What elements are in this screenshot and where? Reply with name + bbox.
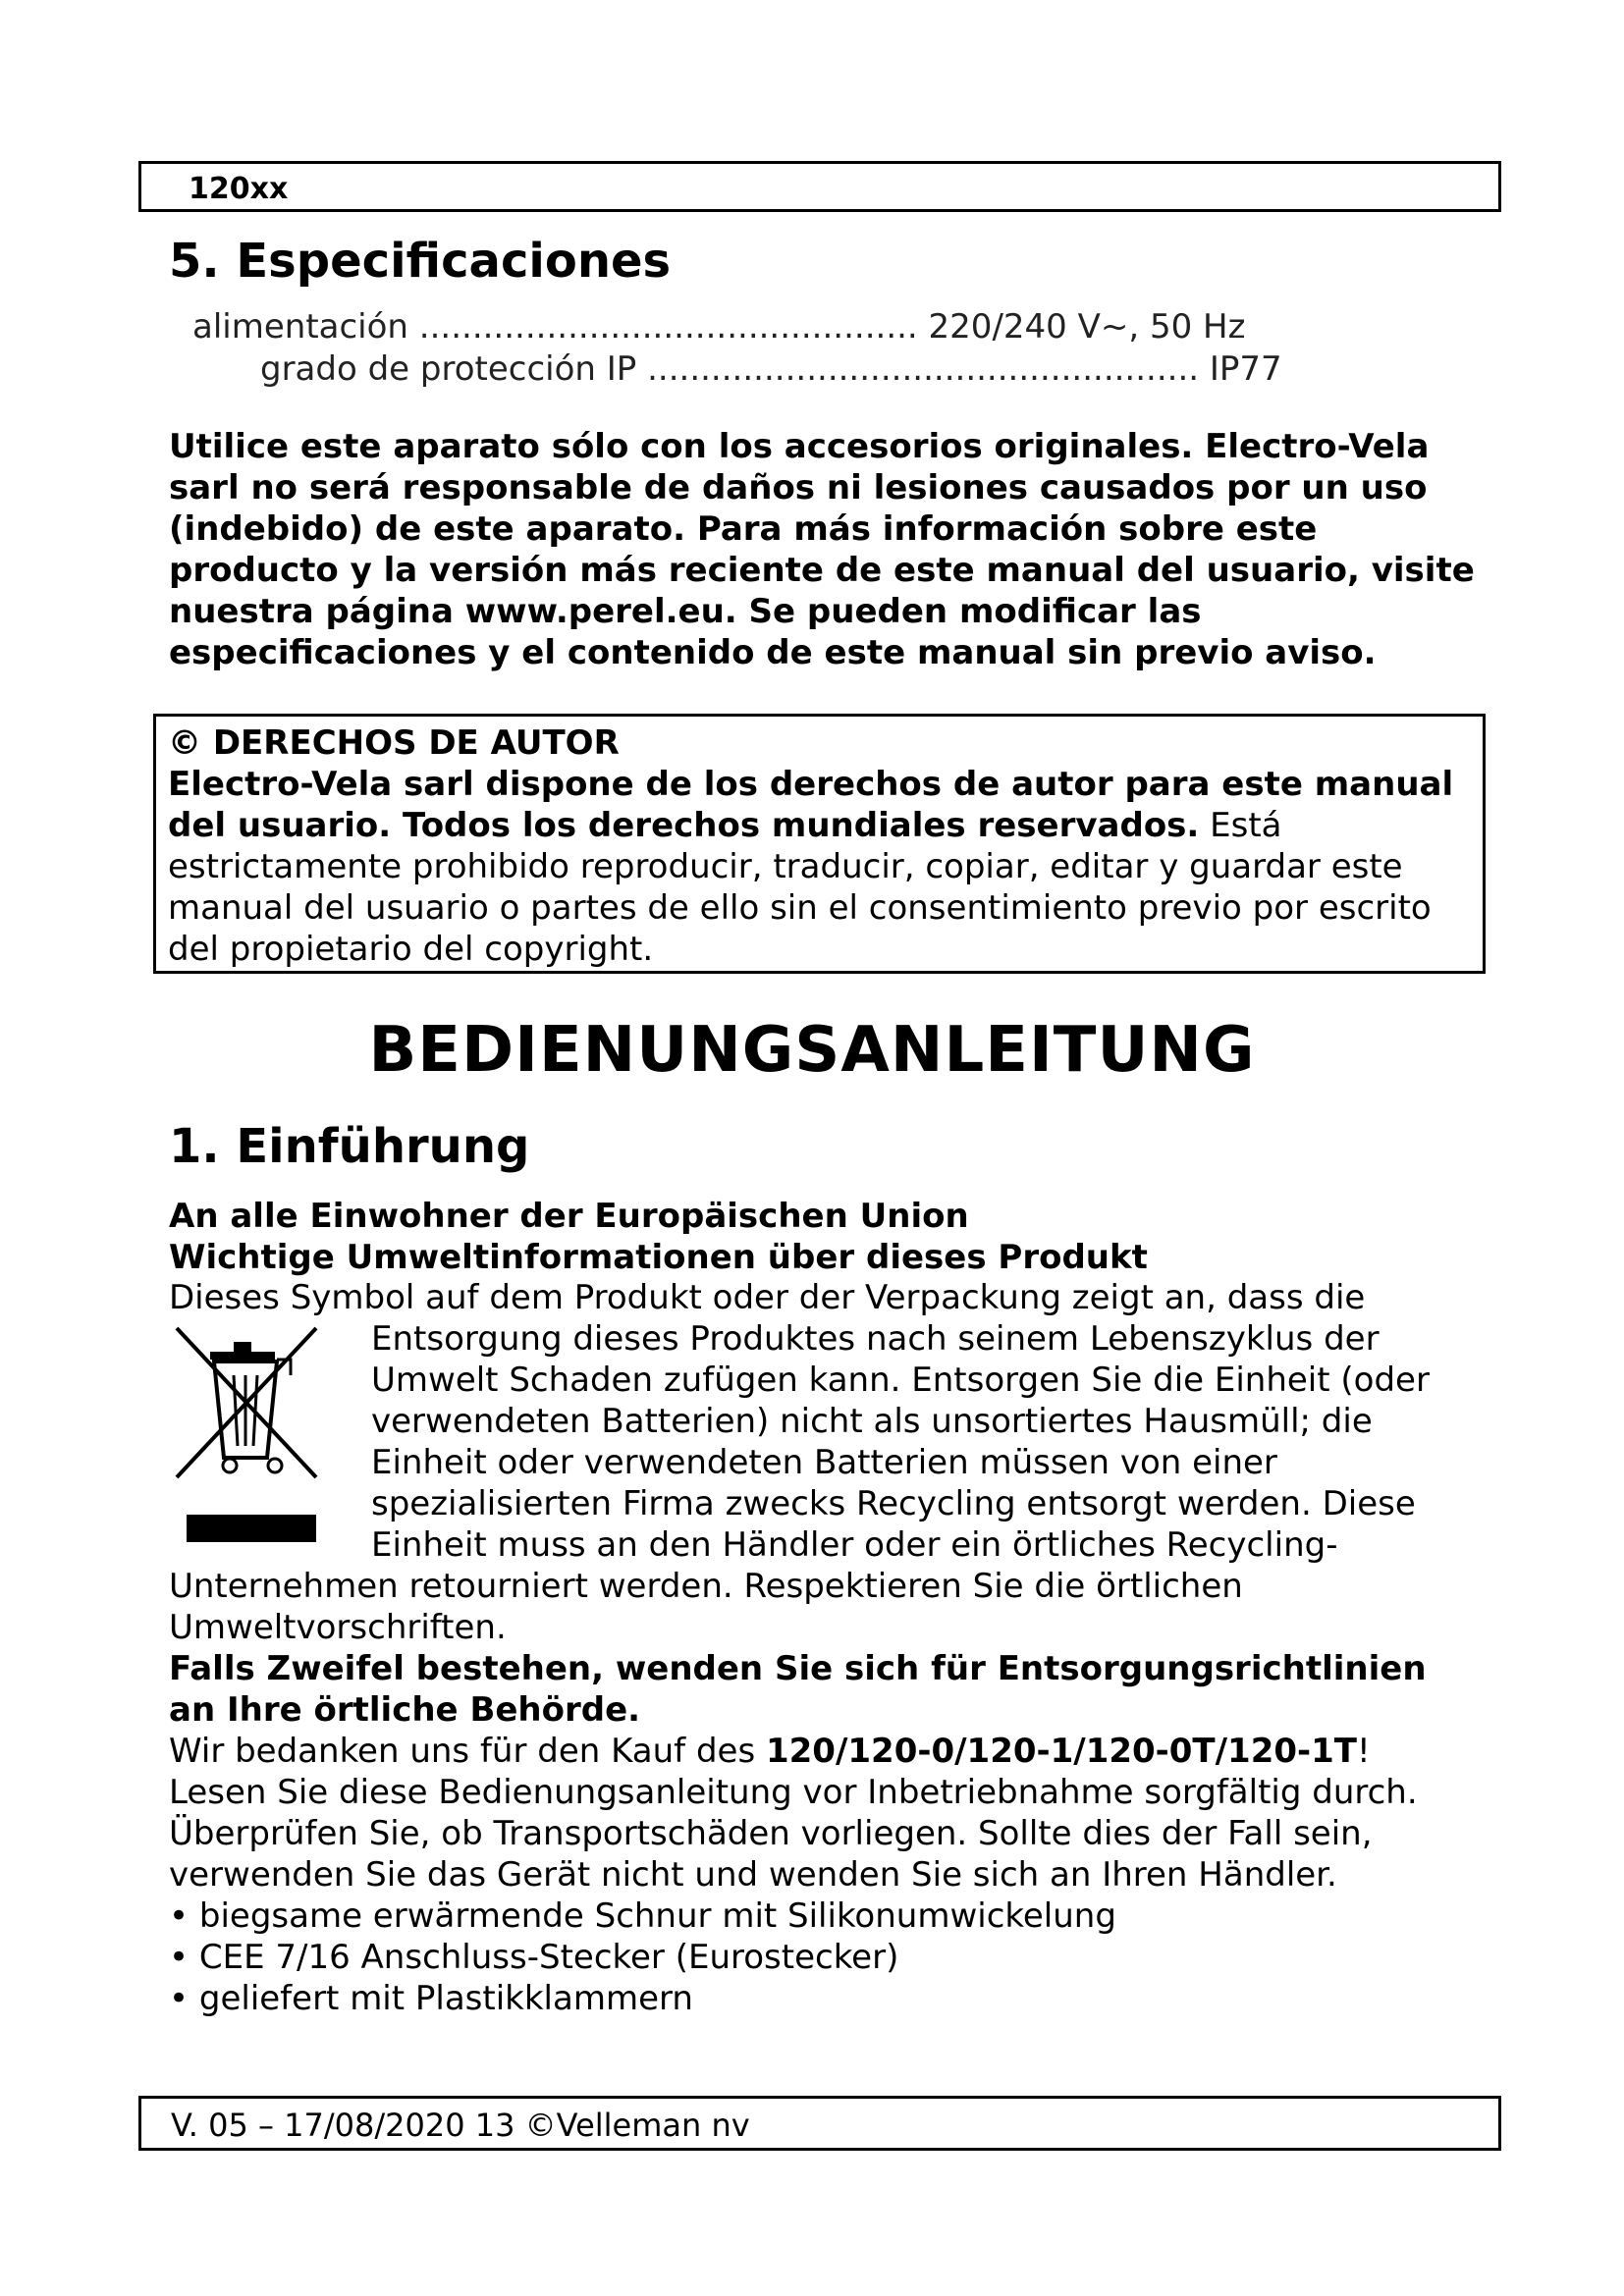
intro-line: Lesen Sie diese Bedienungsanleitung vor Inbetriebnahme sorgfältig durch. — [169, 1773, 1418, 1812]
copyright-normal-text: Está — [1199, 806, 1282, 845]
copyright-line: manual del usuario o partes de ello sin el consentimiento previo por escrito — [168, 888, 1432, 928]
section-title-especificaciones: 5. Especificaciones — [169, 234, 672, 289]
eu-heading-2: Wichtige Umweltinformationen über dieses Produkt — [169, 1238, 1148, 1277]
intro-line: Überprüfen Sie, ob Transportschäden vorliegen. Sollte dies der Fall sein, — [169, 1814, 1373, 1853]
page-header — [138, 161, 1501, 212]
model-label: 120xx — [189, 172, 289, 206]
eu-text-block — [371, 1318, 1430, 1566]
eu-line: Umwelt Schaden zufügen kann. Entsorgen Sie die Einheit (oder — [371, 1361, 1430, 1400]
doubt-line: Falls Zweifel bestehen, wenden Sie sich für Entsorgungsrichtlinien — [169, 1649, 1427, 1688]
feature-list — [169, 1896, 1116, 2019]
thanks-models: 120/120-0/120-1/120-0T/120-1T — [765, 1732, 1357, 1771]
eu-line: Dieses Symbol auf dem Produkt oder der Verpackung zeigt an, dass die — [169, 1278, 1366, 1317]
eu-line: Unternehmen retourniert werden. Respektieren Sie die örtlichen — [169, 1567, 1243, 1606]
page-footer — [138, 2096, 1501, 2151]
list-item: • geliefert mit Plastikklammern — [169, 1979, 693, 2018]
eu-line: verwendeten Batterien) nicht als unsortiertes Hausmüll; die — [371, 1402, 1373, 1441]
weee-bin-icon — [169, 1320, 326, 1551]
footer-text: V. 05 – 17/08/2020 13 ©Velleman nv — [171, 2107, 750, 2144]
copyright-bold-text: del usuario. Todos los derechos mundiales reservados. — [168, 806, 1200, 845]
eu-text-tail — [169, 1566, 1427, 1896]
manual-title: BEDIENUNGSANLEITUNG — [368, 1014, 1256, 1087]
copyright-line: del propietario del copyright. — [168, 930, 654, 969]
notice-line: (indebido) de este aparato. Para más información sobre este — [169, 509, 1318, 549]
thanks-suffix: ! — [1356, 1732, 1371, 1771]
notice-line: producto y la versión más reciente de este manual del usuario, visite — [169, 551, 1475, 590]
copyright-box — [153, 714, 1486, 974]
copyright-line — [168, 805, 1471, 846]
copyright-heading: © DERECHOS DE AUTOR — [168, 723, 620, 763]
spec-power: alimentación ............................................... 220/240 V~, 50 Hz — [192, 307, 1246, 347]
list-item: • biegsame erwärmende Schnur mit Silikonumwickelung — [169, 1896, 1116, 1936]
spanish-notice — [169, 426, 1475, 673]
notice-line: especificaciones y el contenido de este manual sin previo aviso. — [169, 633, 1377, 672]
notice-line: Utilice este aparato sólo con los accesorios originales. Electro-Vela — [169, 427, 1430, 466]
notice-line: nuestra página www.perel.eu. Se pueden modificar las — [169, 592, 1202, 631]
feature-text: biegsame erwärmende Schnur mit Silikonumwickelung — [198, 1896, 1116, 1936]
copyright-line: Electro-Vela sarl dispone de los derechos de autor para este manual — [168, 765, 1454, 804]
thanks-line — [169, 1731, 1427, 1772]
eu-line: Umweltvorschriften. — [169, 1608, 507, 1647]
thanks-prefix: Wir bedanken uns für den Kauf des — [169, 1732, 766, 1771]
spec-ip: grado de protección IP .................................................... IP77 — [260, 349, 1282, 389]
eu-line: spezialisierten Firma zwecks Recycling entsorgt werden. Diese — [371, 1484, 1416, 1523]
list-item: • CEE 7/16 Anschluss-Stecker (Eurostecker) — [169, 1938, 899, 1977]
eu-line: Entsorgung dieses Produktes nach seinem Lebenszyklus der — [371, 1319, 1380, 1359]
copyright-line: estrictamente prohibido reproducir, traducir, copiar, editar y guardar este — [168, 847, 1403, 886]
section-title-einfuehrung: 1. Einführung — [169, 1119, 530, 1174]
eu-line: Einheit muss an den Händler oder ein örtliches Recycling- — [371, 1525, 1338, 1565]
intro-line: verwenden Sie das Gerät nicht und wenden Sie sich an Ihren Händler. — [169, 1855, 1337, 1895]
feature-text: CEE 7/16 Anschluss-Stecker (Eurostecker) — [198, 1938, 899, 1977]
notice-line: sarl no será responsable de daños ni lesiones causados por un uso — [169, 468, 1428, 507]
feature-text: geliefert mit Plastikklammern — [198, 1979, 693, 2018]
doubt-line: an Ihre örtliche Behörde. — [169, 1690, 641, 1730]
eu-line: Einheit oder verwendeten Batterien müssen von einer — [371, 1443, 1277, 1482]
eu-heading-1: An alle Einwohner der Europäischen Union — [169, 1197, 969, 1236]
